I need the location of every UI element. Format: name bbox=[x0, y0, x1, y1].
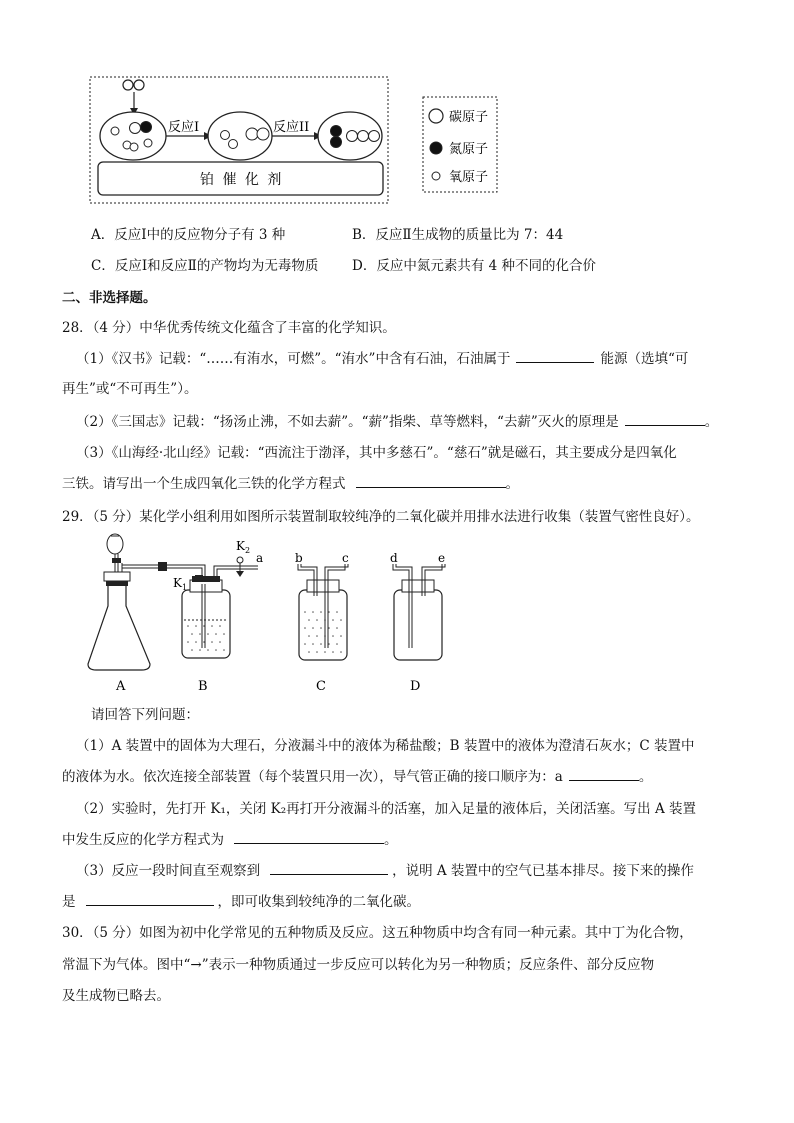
port-b-label: b bbox=[295, 551, 303, 565]
q28-blank-3[interactable] bbox=[356, 474, 506, 489]
q29-blank-2[interactable] bbox=[234, 830, 384, 845]
q29-prompt: 请回答下列问题： bbox=[91, 707, 199, 723]
apparatus-d bbox=[393, 564, 445, 660]
q29-blank-1[interactable] bbox=[569, 767, 639, 782]
q28-blank-2[interactable] bbox=[625, 412, 705, 427]
port-a-label: a bbox=[256, 551, 264, 565]
q28-part1-line2: 再生”或“不可再生”）。 bbox=[62, 381, 198, 397]
apparatus-b-letter: B bbox=[198, 679, 208, 694]
q30-line1: 30．（5 分）如图为初中化学常见的五种物质及反应。这五种物质中均含有同一种元素。其中丁为化合物， bbox=[62, 925, 693, 941]
k1-label: $K_1$ bbox=[173, 576, 188, 592]
option-c: C．反应Ⅰ和反应Ⅱ的产物均为无毒物质 bbox=[91, 258, 319, 274]
apparatus-a-letter: A bbox=[116, 679, 126, 694]
legend-nitrogen: 氮原子 bbox=[449, 142, 489, 157]
carbon-atom-icon bbox=[429, 109, 443, 123]
section-title: 二、非选择题。 bbox=[62, 290, 157, 306]
q29-part3-line1: （3）反应一段时间直至观察到 ，说明 A 装置中的空气已基本排尽。接下来的操作 bbox=[76, 859, 694, 879]
nitrogen-atom-icon bbox=[430, 142, 442, 154]
q29-stem: 29．（5 分）某化学小组利用如图所示装置制取较纯净的二氧化碳并用排水法进行收集（装置气密性良好）。 bbox=[62, 509, 700, 525]
q30-line3: 及生成物已略去。 bbox=[62, 988, 170, 1004]
q29-part3-line2: 是 ，即可收集到较纯净的二氧化碳。 bbox=[62, 890, 420, 910]
catalyst-reaction-diagram bbox=[0, 0, 794, 215]
option-b: B．反应Ⅱ生成物的质量比为 7：44 bbox=[352, 227, 564, 243]
apparatus-b bbox=[182, 557, 258, 658]
q29-part1-line2: 的液体为水。依次连接全部装置（每个装置只用一次），导气管正确的接口顺序为：a 。 bbox=[62, 765, 652, 785]
legend-carbon: 碳原子 bbox=[449, 110, 489, 125]
reaction-2-label: 反应II bbox=[273, 120, 310, 135]
q29-part1-line1: （1）A 装置中的固体为大理石，分液漏斗中的液体为稀盐酸；B 装置中的液体为澄清石灰水；C 装置中 bbox=[76, 738, 695, 754]
option-a: A．反应Ⅰ中的反应物分子有 3 种 bbox=[91, 227, 286, 243]
reaction-1-label: 反应I bbox=[168, 120, 200, 135]
q28-part3-line2: 三铁。请写出一个生成四氧化三铁的化学方程式 。 bbox=[62, 472, 519, 492]
q28-part2: （2）《三国志》记载：“扬汤止沸，不如去薪”。“薪”指柴、草等燃料，“去薪”灭火的原理是 。 bbox=[76, 410, 718, 430]
legend-oxygen: 氧原子 bbox=[449, 170, 489, 185]
catalyst-label: 铂 催 化 剂 bbox=[200, 172, 284, 188]
q29-part2-line2: 中发生反应的化学方程式为 。 bbox=[62, 828, 398, 848]
apparatus-c-letter: C bbox=[316, 679, 326, 694]
q28-part3-line1: （3）《山海经·北山经》记载：“西流注于渤泽，其中多慈石”。“慈石”就是磁石，其主要成分是四氧化 bbox=[76, 445, 677, 461]
port-d-label: d bbox=[390, 551, 398, 565]
gas-apparatus-diagram bbox=[0, 530, 794, 700]
q29-blank-4[interactable] bbox=[86, 892, 214, 907]
option-d: D．反应中氮元素共有 4 种不同的化合价 bbox=[352, 258, 596, 274]
port-e-label: e bbox=[438, 551, 446, 565]
q28-stem: 28．（4 分）中华优秀传统文化蕴含了丰富的化学知识。 bbox=[62, 320, 396, 336]
q28-blank-1[interactable] bbox=[516, 349, 594, 364]
q29-part2-line1: （2）实验时，先打开 K₁，关闭 K₂再打开分液漏斗的活塞，加入足量的液体后，关闭活塞。写出 A 装置 bbox=[76, 801, 696, 817]
apparatus-d-letter: D bbox=[410, 679, 421, 694]
q28-part1-line1: （1）《汉书》记载：“……有洧水，可燃”。“洧水”中含有石油，石油属于 能源（选填“可 bbox=[76, 347, 688, 367]
q29-blank-3[interactable] bbox=[270, 861, 388, 876]
k2-label: $K_2$ bbox=[236, 539, 251, 555]
apparatus-c bbox=[298, 564, 348, 660]
port-c-label: c bbox=[342, 551, 349, 565]
oxygen-atom-icon bbox=[432, 172, 440, 180]
q30-line2: 常温下为气体。图中“→”表示一种物质通过一步反应可以转化为另一种物质；反应条件、部分反应物 bbox=[62, 957, 655, 973]
